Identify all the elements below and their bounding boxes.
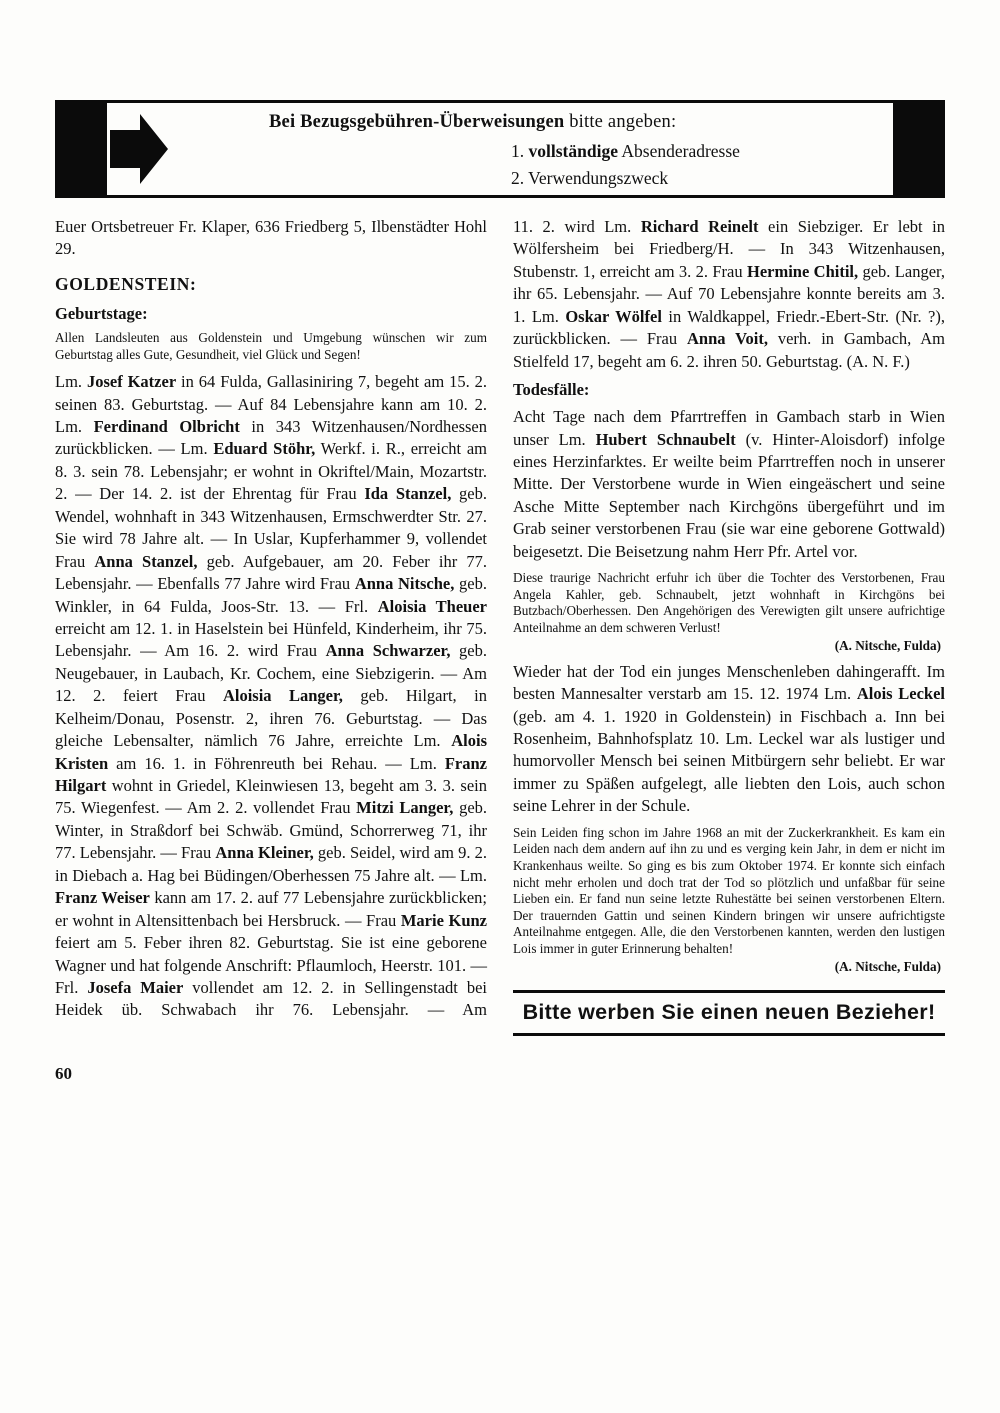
header-instruction: Bei Bezugsgebühren-Überweisungen bitte angeben:: [269, 112, 677, 132]
subsection-birthdays: Geburtstage:: [55, 303, 148, 323]
subscribe-banner: [513, 990, 945, 1036]
right-arrow-icon: [107, 103, 171, 195]
obituary-paragraph-1: Acht Tage nach dem Pfarrtreffen in Gambach starb in Wien unser Lm. Hubert Schnaubelt (v. Hinter-Aloisdorf) infolge eines Herzinfarktes. Er weilte beim Pfarrtreffen noch in unserer Mitte. Der Verstorbene wurde in Wien eingeäschert und seine Asche Mitte September nach Kirchgöns übergeführt und im Grab seiner verstorbenen Frau (sie war eine geborene Gottwald) beigesetzt. Die Beisetzung nahm Herr Pfr. Artel vor.: [513, 407, 945, 561]
right-black-block: [893, 103, 945, 195]
intro-paragraph: Euer Ortsbetreuer Fr. Klaper, 636 Friedberg 5, Ilbenstädter Hohl 29.: [55, 217, 487, 259]
header-banner: [55, 100, 945, 198]
signature-1: (A. Nitsche, Fulda): [834, 637, 941, 653]
columns: [55, 216, 945, 1036]
right-column: [513, 216, 945, 1036]
header-item-1: 1. vollständige Absenderadresse: [511, 141, 740, 161]
signature-2: (A. Nitsche, Fulda): [834, 958, 941, 974]
birthday-greeting-note: Allen Landsleuten aus Goldenstein und Umgebung wünschen wir zum Geburtstag alles Gute, Gesundheit, viel Glück und Segen!: [55, 329, 487, 362]
obituary-note-1: Diese traurige Nachricht erfuhr ich über die Tochter des Verstorbenen, Frau Angela Kahler, geb. Schnaubelt, jetzt wohnhaft in Kirchgöns bei Butzbach/Oberhessen. Den Angehörigen des Verewigten gilt unsere aufrichtige Anteilnahme an dem schweren Verlust!: [513, 570, 945, 635]
obituary-paragraph-2: Wieder hat der Tod ein junges Menschenleben dahingerafft. Im besten Mannesalter verstarb am 15. 12. 1974 Lm. Alois Leckel (geb. am 4. 1. 1920 in Goldenstein) in Fischbach a. Inn bei Rosenheim, Bahnhofsplatz 10. Lm. Leckel war als lustiger und humorvoller Mensch bei seinen Mitbürgern sehr beliebt. Er war immer zu Späßen aufgelegt, alle liebten den Lois, auch schon seine Lehrer in der Schule.: [513, 661, 945, 816]
obituary-note-2: Sein Leiden fing schon im Jahre 1968 an mit der Zuckerkrankheit. Es kam ein Leiden nach dem andern auf ihn zu und es verging kein Jahr, in dem er nicht im Krankenhaus weilte. So ging es bis zum Oktober 1974. Er konnte sich einfach nicht mehr erholen und doch trat der Tod so plötzlich und unfaßbar für seine Lieben ein. Er fand nun seine letzte Ruhestätte bei seinen verstorbenen Eltern. Der trauernden Gattin und seinen Kindern bringen wir unsere aufrichtigste Anteilnahme entgegen. Alle, die den Verstorbenen kannten, werden den lustigen Lois immer in guter Erinnerung behalten!: [513, 824, 945, 957]
page-body: [55, 216, 945, 1084]
page-number: 60: [55, 1063, 72, 1083]
left-black-block: [55, 103, 107, 195]
birthdays-continued-paragraph: 11. 2. wird Lm. Richard Reinelt ein Siebziger. Er lebt in Wölfersheim bei Friedberg/H. — In 343 Witzenhausen, Stubenstr. 1, erreicht am 3. 2. Frau Hermine Chitil, geb. Langer, ihr 65. Lebensjahr. — Auf 70 Lebensjahre konnte bereits am 3. 1. Lm. Oskar Wölfel in Waldkappel, Friedr.-Ebert-Str. (Nr. ?), zurückblicken. — Frau Anna Voit, verh. in Gambach, Am Stielfeld 17, begeht am 6. 2. ihren 50. Geburtstag. (A. N. F.): [513, 217, 945, 371]
left-column: [55, 216, 487, 1036]
section-title-goldenstein: GOLDENSTEIN:: [55, 273, 197, 294]
birthdays-paragraph: Lm. Josef Katzer in 64 Fulda, Gallasiniring 7, begeht am 15. 2. seinen 83. Geburtstag. — Auf 84 Lebensjahre kann am 10. 2. Lm. Ferdinand Olbricht in 343 Witzenhausen/Nordhessen zurückblicken. — Lm. Eduard Stöhr, Werkf. i. R., erreicht am 8. 3. sein 78. Lebensjahr; er wohnt in Okriftel/Main, Mozartstr. 2. — Der 14. 2. ist der Ehrentag für Frau Ida Stanzel, geb. Wendel, wohnhaft in 343 Witzenhausen, Ermschwerdter Str. 27. Sie wird 78 Jahre alt. — In Uslar, Kupferhammer 9, vollendet Frau Anna Stanzel, geb. Aufgebauer, am 20. Feber ihr 77. Lebensjahr. — Ebenfalls 77 Jahre wird Frau Anna Nitsche, geb. Winkler, in 64 Fulda, Joos-Str. 13. — Frl. Aloisia Theuer erreicht am 12. 1. in Haselstein bei Hünfeld, Kinderheim, ihr 75. Lebensjahr. — Am 16. 2. wird Frau Anna Schwarzer, geb. Neugebauer, in Laubach, Kr. Cochem, eine Siebzigerin. — Am 12. 2. feiert Frau Aloisia Langer, geb. Hilgart, in Kelheim/Donau, Posenstr. 2, ihren 76. Geburtstag. — Das gleiche Lebensalter, nämlich 76 Jahre, erreichte Lm. Alois Kristen am 16. 1. in Föhrenreuth bei Rehau. — Lm. Franz Hilgart wohnt in Griedel, Kleinwiesen 13, begeht am 3. 3. sein 75. Wiegenfest. — Am 2. 2. vollendet Frau Mitzi Langer, geb. Winter, in Straßdorf bei Schwäb. Gmünd, Schorrerweg 71, ihr 77. Lebensjahr. — Frau Anna Kleiner, geb. Seidel, wird am 9. 2. in Diebach a. Hag bei Büdingen/Oberhessen 75 Jahre alt. — Lm. Franz Weiser kann am 17. 2. auf 77 Lebensjahre zurückblicken; er wohnt in Altensittenbach bei Hersbruck. — Frau Marie Kunz feiert am 5. Feber ihren 82. Geburtstag. Sie ist eine geborene Wagner und hat folgende Anschrift: Pflaumloch, Heerstr. 101. — Frl. Josefa Maier vollendet am 12. 2. in Sellingenstadt bei Heidek üb. Schwabach ihr 76. Lebensjahr. — Am: [55, 372, 488, 1020]
subsection-deaths: Todesfälle:: [513, 380, 590, 400]
subscribe-banner-text: Bitte werben Sie einen neuen Bezieher!: [522, 999, 936, 1024]
header-items: [269, 138, 740, 192]
header-text: [171, 103, 740, 195]
header-item-2: 2. Verwendungszweck: [511, 168, 669, 188]
